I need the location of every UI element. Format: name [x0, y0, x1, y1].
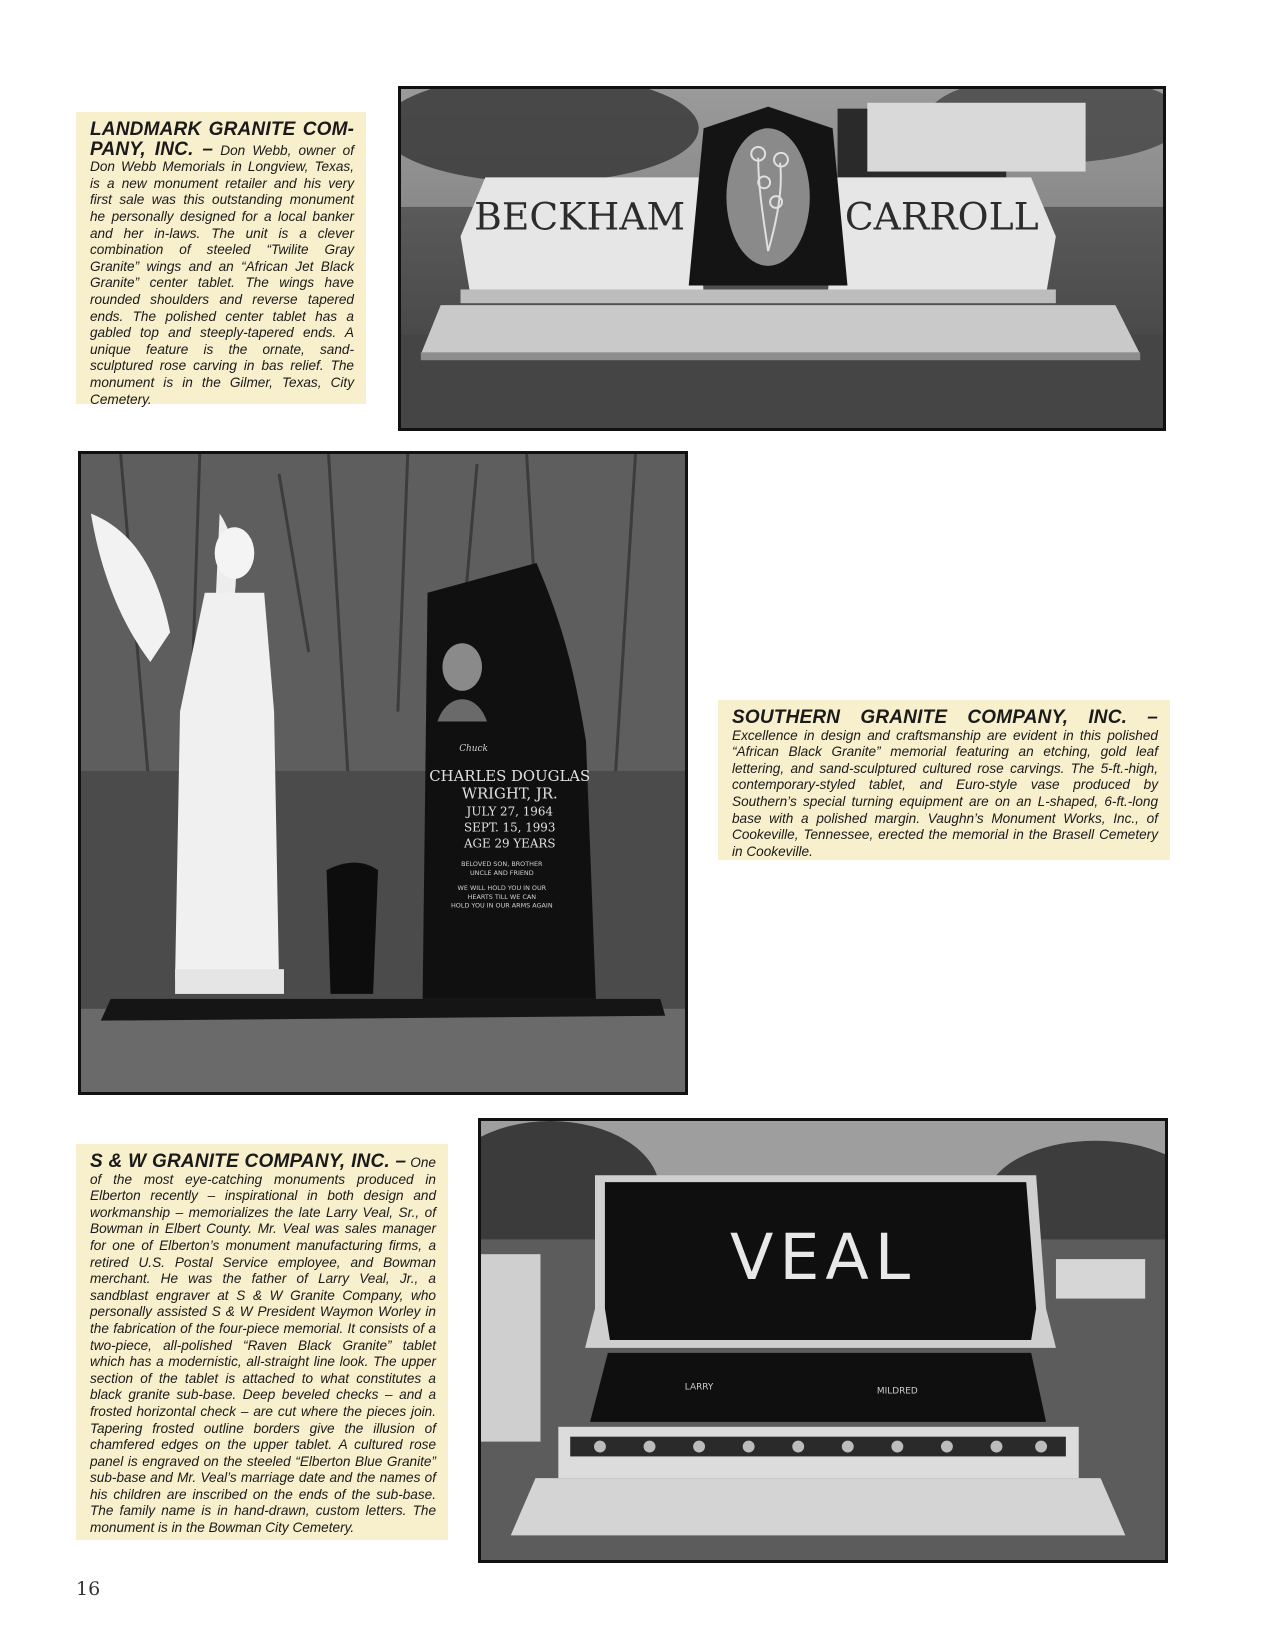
photo-line1: BELOVED SON, BROTHER [461, 860, 543, 869]
page-number: 16 [76, 1578, 101, 1600]
sw-caption [76, 1144, 448, 1540]
photo-died: SEPT. 15, 1993 [464, 820, 556, 835]
photo-beckham-text: BECKHAM [474, 194, 686, 239]
photo-veal-text: VEAL [729, 1219, 917, 1294]
photo-age: AGE 29 YEARS [463, 836, 556, 851]
photo-line5: HOLD YOU IN OUR ARMS AGAIN [450, 901, 553, 910]
landmark-heading: LANDMARK GRANITE COMPANY, INC. – [90, 119, 354, 160]
beckham-carroll-photo [398, 86, 1166, 431]
photo-signature: Chuck [459, 744, 488, 755]
southern-heading: SOUTHERN GRANITE COMPANY, INC. – [732, 707, 1158, 728]
photo-born: JULY 27, 1964 [466, 804, 553, 819]
photo-name2: WRIGHT, JR. [461, 784, 558, 803]
landmark-caption [76, 112, 366, 407]
photo-larry-text: LARRY [684, 1382, 714, 1393]
photo-line4: HEARTS TILL WE CAN [467, 892, 537, 901]
photo-mildred-text: MILDRED [876, 1386, 918, 1397]
photo-line2: UNCLE AND FRIEND [469, 869, 534, 878]
southern-body: Excellence in design and craftsmanship are evident in this polished “African Black Granite” memorial featuring an etching, gold leaf lettering, and sand-sculptured cultured rose carvings. The 5-ft.-high, contemporary-styled tablet, and Euro-style vase produced by Southern’s special turning equipment are on an L-shaped, 6-ft.-long base with a polished margin. Vaughn’s Monument Works, Inc., of Cookeville, Tennessee, erected the memorial in the Brasell Cemetery in Cookeville. [732, 727, 1158, 859]
sw-body: One of the most eye-catching monuments produced in Elberton recently – inspirational in both design and workmanship – memorializes the late Larry Veal, Sr., of Bowman in Elbert County. Mr. Veal was sales manager for one of Elberton’s monument manufacturing firms, a retired U.S. Postal Service employee, and Bowman merchant. He was the father of Larry Veal, Jr., a sandblast engraver at S & W Granite Company, who personally assisted S & W President Waymon Worley in the fabrication of the four-piece memorial. It consists of a two-piece, all-polished “Raven Black Granite” tablet which has a modernistic, all-straight line look. The upper section of the tablet is attached to what constitutes a black granite sub-base. Deep beveled checks – and a frosted horizontal check – are cut where the pieces join. Tapering frosted outline borders give the illusion of chamfered edges on the upper tablet. A cultured rose panel is engraved on the steeled “Elberton Blue Granite” sub-base and Mr. Veal’s marriage date and the names of his children are inscribed on the ends of the sub-base. The family name is in hand-drawn, custom letters. The monument is in the Bowman City Cemetery. [90, 1155, 436, 1536]
landmark-body: Don Webb, owner of Don Webb Memorials in Longview, Texas, is a new monument retailer and his very first sale was this outstanding monument he personally designed for a local banker and her in-laws. The unit is a clever combination of steeled “Twilite Gray Granite” wings and an “African Jet Black Granite” center tablet. The wings have rounded shoulders and reverse tapered ends. The polished center tablet has a gabled top and steeply-tapered ends. A unique feature is the ornate, sand-sculptured rose carving in bas relief. The monument is in the Gilmer, Texas, City Cemetery. [90, 142, 354, 407]
photo-carroll-text: CARROLL [844, 194, 1039, 239]
photo-line3: WE WILL HOLD YOU IN OUR [457, 883, 547, 892]
sw-heading: S & W GRANITE COMPANY, INC. – [90, 1151, 407, 1172]
photo-name1: CHARLES DOUGLAS [429, 766, 591, 785]
wright-memorial-photo [78, 451, 688, 1095]
veal-photo [478, 1118, 1168, 1563]
southern-caption [718, 700, 1170, 860]
